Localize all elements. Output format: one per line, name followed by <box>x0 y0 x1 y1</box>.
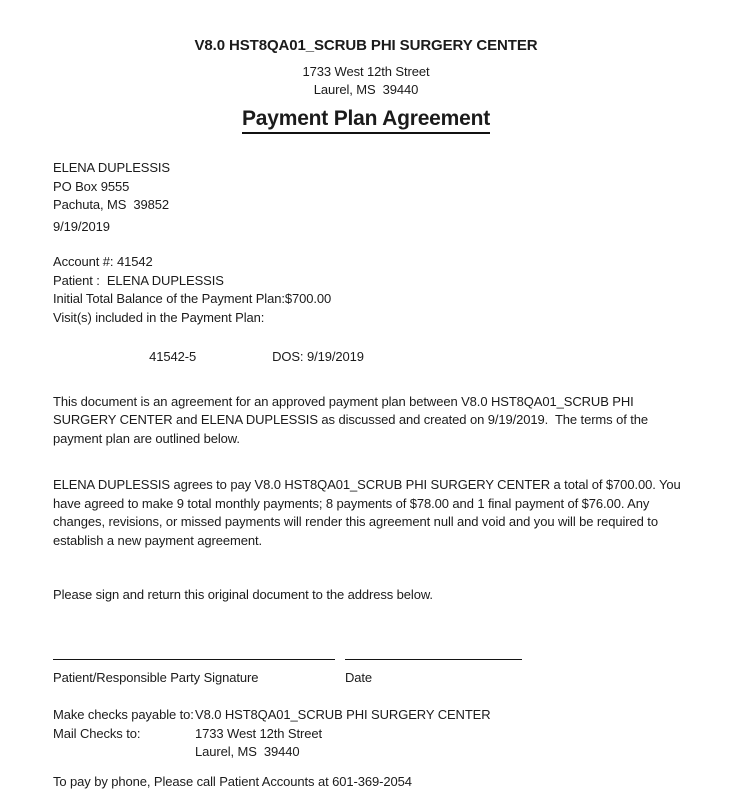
mail-checks-label-spacer <box>53 743 195 762</box>
facility-address-line1: 1733 West 12th Street <box>0 63 732 81</box>
mail-address-line2: Laurel, MS 39440 <box>195 743 732 762</box>
checks-payable-label: Make checks payable to: <box>53 706 195 725</box>
payment-info-block <box>53 706 732 762</box>
signature-label: Patient/Responsible Party Signature <box>53 669 335 688</box>
checks-payable-value: V8.0 HST8QA01_SCRUB PHI SURGERY CENTER <box>195 706 732 725</box>
visit-id: 41542-5 <box>149 348 272 367</box>
initial-balance-line: Initial Total Balance of the Payment Plan:$700.00 <box>53 290 692 309</box>
facility-name: V8.0 HST8QA01_SCRUB PHI SURGERY CENTER <box>0 36 732 55</box>
visit-row <box>53 329 692 385</box>
date-label: Date <box>345 669 522 688</box>
agreement-paragraph: This document is an agreement for an approved payment plan between V8.0 HST8QA01_SCRUB PHI SURGERY CENTER and ELENA DUPLESSIS as discussed and created on 9/19/2019. The terms of the payment plan are outlined below. <box>53 393 692 449</box>
recipient-address-line2: Pachuta, MS 39852 <box>53 196 692 215</box>
recipient-name: ELENA DUPLESSIS <box>53 159 692 178</box>
recipient-address-block <box>53 159 692 215</box>
date-line <box>345 659 522 660</box>
letter-date: 9/19/2019 <box>53 218 692 237</box>
visit-dos: DOS: 9/19/2019 <box>272 349 364 364</box>
document-title-row <box>0 106 732 134</box>
sign-instruction: Please sign and return this original document to the address below. <box>53 586 692 605</box>
document-page <box>0 36 732 774</box>
phone-instruction: To pay by phone, Please call Patient Accounts at 601-369-2054 <box>53 773 692 791</box>
mail-address-line1: 1733 West 12th Street <box>195 725 732 744</box>
facility-address-line2: Laurel, MS 39440 <box>0 81 732 99</box>
visits-heading: Visit(s) included in the Payment Plan: <box>53 309 692 328</box>
patient-name-line: Patient : ELENA DUPLESSIS <box>53 272 692 291</box>
terms-paragraph: ELENA DUPLESSIS agrees to pay V8.0 HST8QA01_SCRUB PHI SURGERY CENTER a total of $700.00. You have agreed to make 9 total monthly payments; 8 payments of $78.00 and 1 final payment of $76.00. Any changes, revisions, or missed payments will render this agreement null and void and you will be required to establish a new payment agreement. <box>53 476 692 550</box>
document-title: Payment Plan Agreement <box>242 106 490 134</box>
recipient-address-line1: PO Box 9555 <box>53 178 692 197</box>
signature-area <box>53 659 732 688</box>
account-number-line: Account #: 41542 <box>53 253 692 272</box>
signature-column <box>53 659 335 688</box>
date-column <box>345 659 522 688</box>
letterhead <box>0 36 732 134</box>
signature-line <box>53 659 335 660</box>
mail-checks-label: Mail Checks to: <box>53 725 195 744</box>
account-info-block <box>53 253 692 327</box>
